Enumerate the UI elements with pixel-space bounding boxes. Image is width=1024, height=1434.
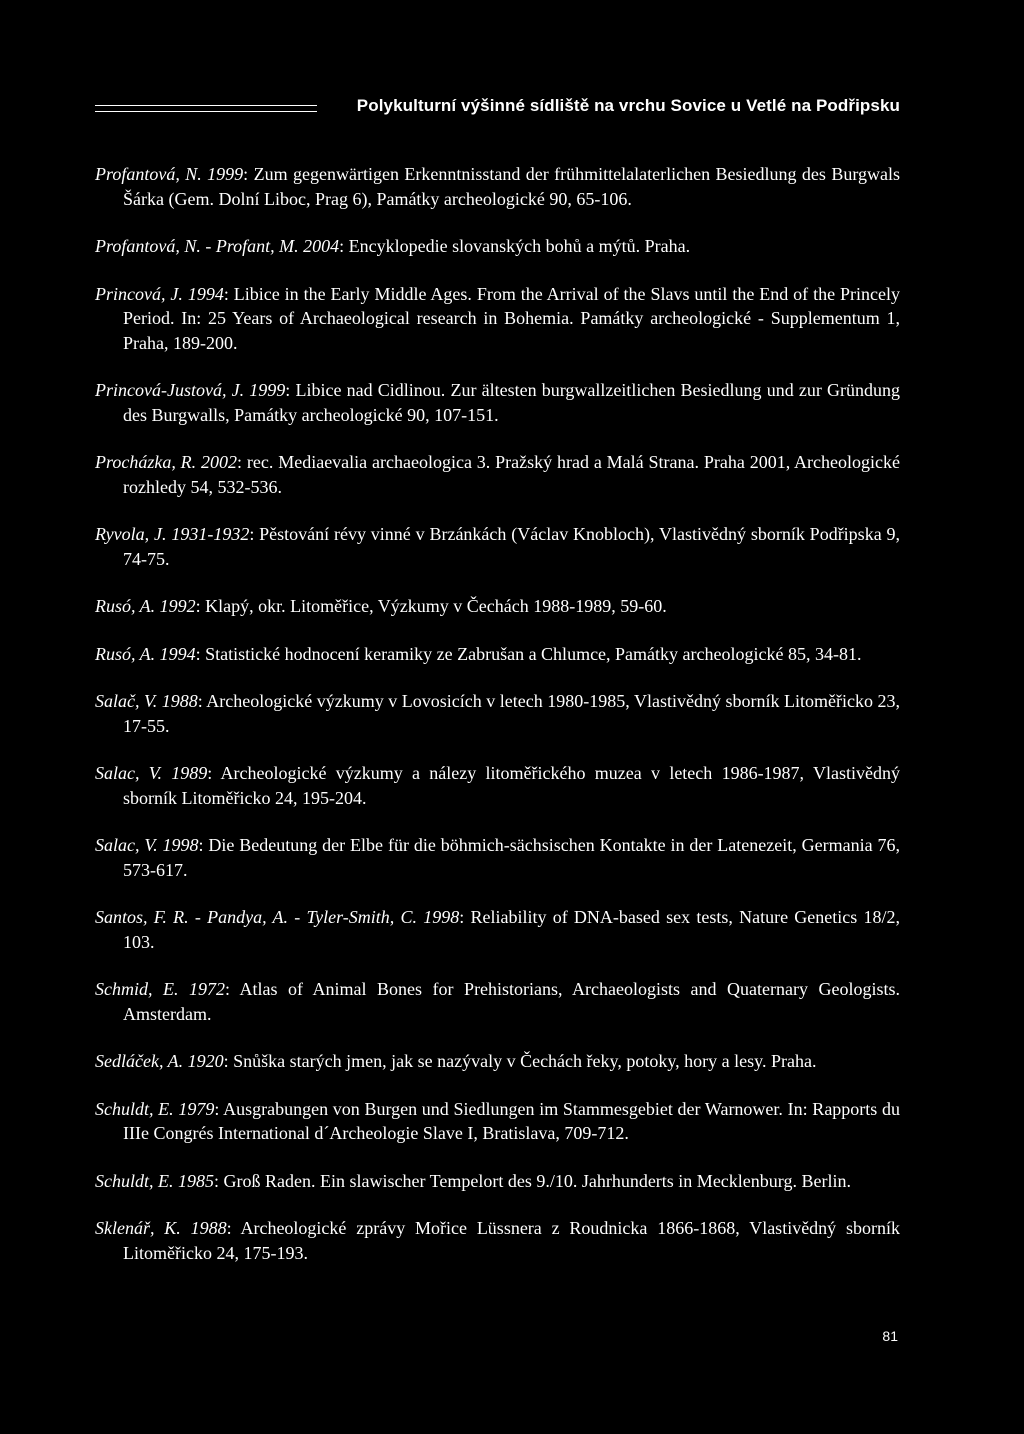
ref-author: Princová-Justová, J. [95, 380, 245, 400]
ref-text: : Klapý, okr. Litoměřice, Výzkumy v Čechách 1988-1989, 59-60. [195, 596, 667, 616]
reference-entry [95, 833, 900, 882]
ref-year: 1992 [159, 596, 196, 616]
ref-year: 1989 [171, 763, 208, 783]
ref-author: Ryvola, J. [95, 524, 167, 544]
reference-entry [95, 450, 900, 499]
ref-year: 1920 [187, 1051, 224, 1071]
ref-year: 1994 [159, 643, 196, 664]
ref-year: 1931-1932 [171, 524, 250, 544]
ref-year: 1999 [207, 164, 244, 184]
page-number: 81 [882, 1328, 898, 1344]
reference-entry [95, 977, 900, 1026]
ref-text: : Archeologické výzkumy a nálezy litoměřického muzea v letech 1986-1987, Vlastivědný sborník Litoměřicko 24, 195-204. [123, 763, 901, 808]
ref-author: Rusó, A. [95, 643, 156, 664]
ref-year: 2002 [201, 452, 238, 472]
ref-year: 1998 [423, 907, 460, 927]
ref-year: 1999 [249, 380, 286, 400]
reference-entry [95, 642, 900, 667]
reference-entry [95, 522, 900, 571]
ref-text: : Libice nad Cidlinou. Zur ältesten burgwallzeitlichen Besiedlung und zur Gründung des Burgwalls, Památky archeologické 90, 107-151. [123, 380, 901, 425]
ref-author: Salac, V. [95, 763, 162, 783]
reference-entry [95, 162, 900, 211]
ref-author: Santos, F. R. - Pandya, A. - Tyler-Smith, C. [95, 907, 417, 927]
ref-author: Princová, J. [95, 283, 183, 304]
reference-list [95, 162, 900, 1288]
reference-entry [95, 1216, 900, 1265]
reference-entry [95, 905, 900, 954]
ref-text: : rec. Mediaevalia archaeologica 3. Pražský hrad a Malá Strana. Praha 2001, Archeologické rozhledy 54, 532-536. [123, 452, 901, 497]
reference-entry [95, 1097, 900, 1146]
ref-year: 2004 [303, 236, 340, 256]
ref-text: : Zum gegenwärtigen Erkenntnisstand der frühmittelalaterlichen Besiedlung des Burgwals Šárka (Gem. Dolní Liboc, Prag 6), Památky archeologické 90, 65-106. [123, 164, 900, 209]
ref-text: : Libice in the Early Middle Ages. From the Arrival of the Slavs until the End of the Princely Period. In: 25 Years of Archaeological research in Bohemia. Památky archeologické - Supplementum 1, Praha, 189-200. [123, 283, 901, 353]
ref-author: Salač, V. [95, 691, 158, 711]
header-double-rule [95, 105, 317, 112]
ref-author: Sedláček, A. [95, 1051, 184, 1071]
ref-text: : Atlas of Animal Bones for Prehistorians, Archaeologists and Quaternary Geologists. Amsterdam. [123, 979, 901, 1024]
ref-author: Schuldt, E. [95, 1098, 174, 1119]
reference-entry [95, 378, 900, 427]
ref-year: 1994 [187, 283, 224, 304]
header-title: Polykulturní výšinné sídliště na vrchu Sovice u Vetlé na Podřipsku [356, 96, 900, 115]
reference-entry [95, 594, 900, 619]
ref-author: Sklenář, K. [95, 1218, 181, 1238]
reference-entry [95, 689, 900, 738]
reference-entry [95, 761, 900, 810]
ref-year: 1985 [178, 1170, 214, 1191]
reference-entry [95, 1169, 900, 1194]
ref-year: 1988 [161, 691, 198, 711]
ref-text: : Groß Raden. Ein slawischer Tempelort des 9./10. Jahrhunderts in Mecklenburg. Berlin. [214, 1170, 851, 1191]
ref-author: Schmid, E. [95, 979, 179, 999]
ref-text: : Archeologické zprávy Mořice Lüssnera z Roudnicka 1866-1868, Vlastivědný sborník Litoměřicko 24, 175-193. [123, 1218, 900, 1263]
reference-entry [95, 234, 900, 259]
ref-author: Procházka, R. [95, 452, 197, 472]
reference-entry [95, 282, 900, 356]
ref-year: 1972 [189, 979, 226, 999]
running-header [95, 93, 900, 119]
ref-year: 1998 [162, 835, 199, 855]
ref-author: Schuldt, E. [95, 1170, 174, 1191]
ref-author: Profantová, N. [95, 164, 202, 184]
ref-year: 1988 [190, 1218, 227, 1238]
ref-text: : Reliability of DNA-based sex tests, Nature Genetics 18/2, 103. [123, 907, 901, 952]
ref-author: Rusó, A. [95, 596, 156, 616]
ref-year: 1979 [178, 1098, 215, 1119]
ref-author: Profantová, N. - Profant, M. [95, 236, 299, 256]
ref-text: : Pěstování révy vinné v Brzánkách (Václav Knobloch), Vlastivědný sborník Podřipska 9, 74-75. [123, 524, 901, 569]
reference-entry [95, 1049, 900, 1074]
ref-text: : Ausgrabungen von Burgen und Siedlungen im Stammesgebiet der Warnower. In: Rapports du IIIe Congrés International d´Archeologie Slave I, Bratislava, 709-712. [123, 1098, 900, 1143]
ref-text: : Statistické hodnocení keramiky ze Zabrušan a Chlumce, Památky archeologické 85, 34-81. [195, 643, 862, 664]
ref-text: : Die Bedeutung der Elbe für die böhmich-sächsischen Kontakte in der Latenezeit, Germania 76, 573-617. [123, 835, 900, 880]
ref-text: : Encyklopedie slovanských bohů a mýtů. Praha. [339, 236, 691, 256]
ref-text: : Archeologické výzkumy v Lovosicích v letech 1980-1985, Vlastivědný sborník Litoměřicko 23, 17-55. [123, 691, 901, 736]
ref-author: Salac, V. [95, 835, 158, 855]
ref-text: : Snůška starých jmen, jak se nazývaly v Čechách řeky, potoky, hory a lesy. Praha. [223, 1051, 817, 1071]
